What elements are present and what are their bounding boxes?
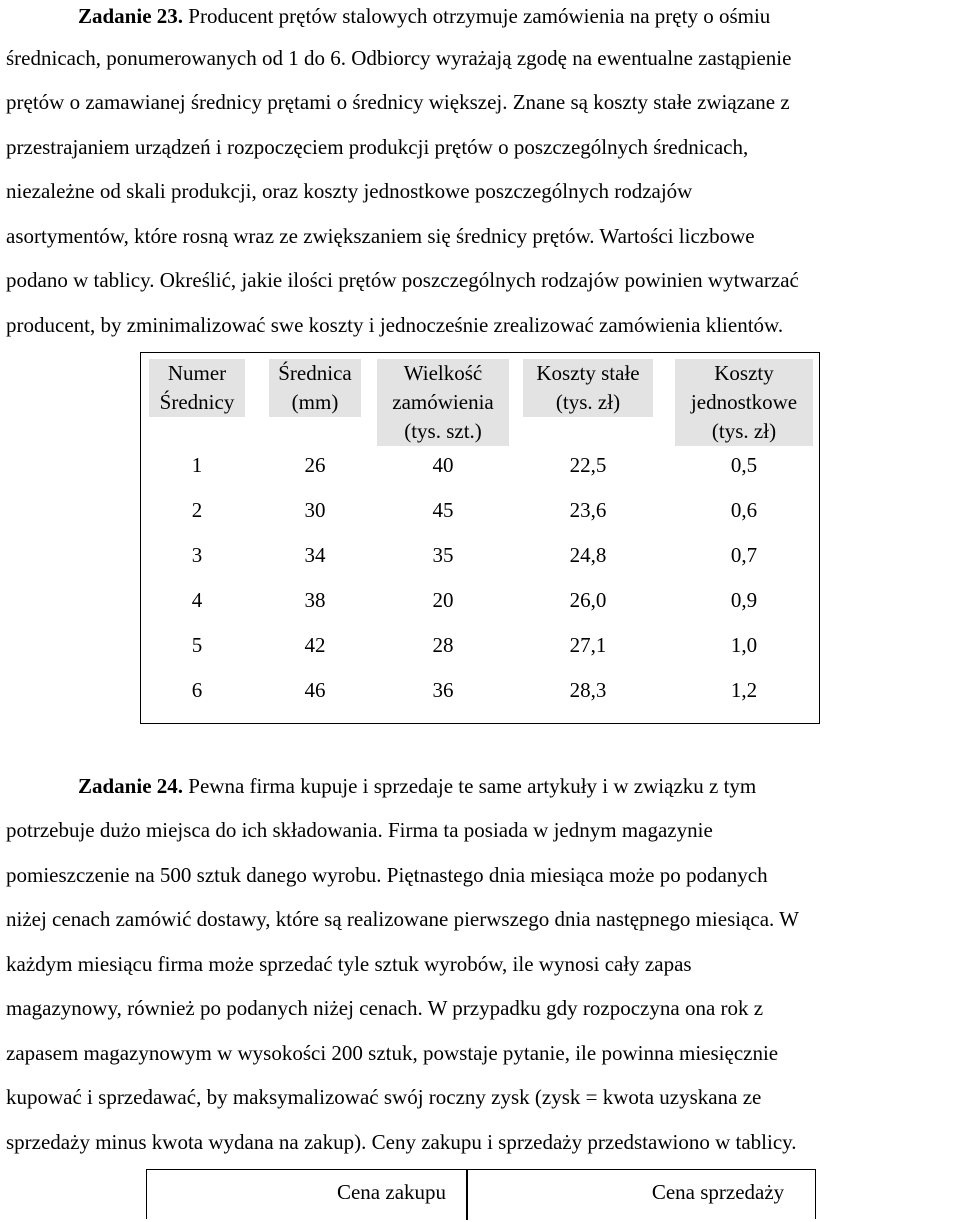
table-cell: 38 bbox=[304, 588, 326, 612]
table-cell: 0,9 bbox=[730, 588, 758, 612]
header-line: Średnicy bbox=[159, 390, 235, 414]
task24-line: każdym miesiącu firma może sprzedać tyle sztuk wyrobów, ile wynosi cały zapas bbox=[6, 952, 692, 976]
table-cell: 27,1 bbox=[569, 633, 607, 657]
table-cell: 22,5 bbox=[569, 453, 607, 477]
table-cell: 2 bbox=[191, 498, 203, 522]
table-cell: 1,0 bbox=[730, 633, 758, 657]
task24-line-text: Pewna firma kupuje i sprzedaje te same artykuły i w związku z tym bbox=[183, 774, 757, 798]
table-cell: 30 bbox=[304, 498, 326, 522]
table-cell: 1,2 bbox=[730, 678, 758, 702]
table-cell: 0,7 bbox=[730, 543, 758, 567]
table-cell: 34 bbox=[304, 543, 326, 567]
task23-line: asortymentów, które rosną wraz ze zwiększaniem się średnicy prętów. Wartości liczbowe bbox=[6, 224, 755, 248]
task24-label: Zadanie 24. bbox=[78, 774, 184, 798]
price-table bbox=[146, 1169, 816, 1219]
header-line: Koszty stałe bbox=[536, 361, 640, 385]
task23-line: prętów o zamawianej średnicy prętami o średnicy większej. Znane są koszty stałe związane z bbox=[6, 90, 790, 114]
header-line: zamówienia bbox=[392, 390, 494, 414]
task24-line: magazynowy, również po podanych niżej cenach. W przypadku gdy rozpoczyna ona rok z bbox=[6, 996, 764, 1020]
table-cell: 5 bbox=[191, 633, 203, 657]
table-cell: 40 bbox=[432, 453, 454, 477]
table-cell: 26,0 bbox=[569, 588, 607, 612]
task23-line-text: Producent prętów stalowych otrzymuje zamówienia na pręty o ośmiu bbox=[183, 4, 771, 28]
header-diameter-mm bbox=[269, 359, 361, 417]
table-cell: 0,5 bbox=[730, 453, 758, 477]
header-line: Średnica bbox=[278, 361, 352, 385]
table-cell: 24,8 bbox=[569, 543, 607, 567]
task24-line: potrzebuje dużo miejsca do ich składowania. Firma ta posiada w jednym magazynie bbox=[6, 818, 713, 842]
table-cell: 35 bbox=[432, 543, 454, 567]
header-line: (mm) bbox=[291, 390, 339, 414]
table-cell: 26 bbox=[304, 453, 326, 477]
task23-label: Zadanie 23. bbox=[78, 4, 184, 28]
header-sale-price: Cena sprzedaży bbox=[651, 1180, 785, 1204]
header-line: Wielkość bbox=[403, 361, 483, 385]
header-purchase-price: Cena zakupu bbox=[317, 1177, 466, 1207]
table-cell: 36 bbox=[432, 678, 454, 702]
table-cell: 1 bbox=[191, 453, 203, 477]
table-cell: 6 bbox=[191, 678, 203, 702]
header-line: jednostkowe bbox=[690, 390, 798, 414]
header-unit-costs bbox=[675, 359, 813, 446]
table-cell: 42 bbox=[304, 633, 326, 657]
task24-line bbox=[78, 764, 958, 809]
task23-line: producent, by zminimalizować swe koszty i jednocześnie zrealizować zamówienia klientów. bbox=[6, 313, 784, 337]
column-divider bbox=[466, 1170, 468, 1220]
table-cell: 0,6 bbox=[730, 498, 758, 522]
table-cell: 3 bbox=[191, 543, 203, 567]
table-cell: 46 bbox=[304, 678, 326, 702]
diameter-table bbox=[140, 352, 820, 724]
task24-line: niżej cenach zamówić dostawy, które są realizowane pierwszego dnia następnego miesiąca. W bbox=[6, 907, 799, 931]
task24-line: kupować i sprzedawać, by maksymalizować swój roczny zysk (zysk = kwota uzyskana ze bbox=[6, 1085, 762, 1109]
header-line: (tys. zł) bbox=[711, 419, 777, 443]
task23-line bbox=[78, 0, 958, 39]
task24-line: sprzedaży minus kwota wydana na zakup). Ceny zakupu i sprzedaży przedstawiono w tablicy. bbox=[6, 1130, 797, 1154]
table-cell: 45 bbox=[432, 498, 454, 522]
header-order-size bbox=[377, 359, 509, 446]
header-line: Koszty bbox=[714, 361, 774, 385]
table-cell: 20 bbox=[432, 588, 454, 612]
table-cell: 23,6 bbox=[569, 498, 607, 522]
header-diameter-number bbox=[149, 359, 245, 417]
task23-line: przestrajaniem urządzeń i rozpoczęciem produkcji prętów o poszczególnych średnicach, bbox=[6, 135, 749, 159]
task23-line: średnicach, ponumerowanych od 1 do 6. Odbiorcy wyrażają zgodę na ewentualne zastąpienie bbox=[6, 46, 792, 70]
task23-line: podano w tablicy. Określić, jakie ilości prętów poszczególnych rodzajów powinien wytwarzać bbox=[6, 268, 799, 292]
task24-line: zapasem magazynowym w wysokości 200 sztuk, powstaje pytanie, ile powinna miesięcznie bbox=[6, 1041, 779, 1065]
header-line: Numer bbox=[167, 361, 227, 385]
header-fixed-costs bbox=[523, 359, 653, 417]
table-cell: 28,3 bbox=[569, 678, 607, 702]
header-line: (tys. zł) bbox=[555, 390, 621, 414]
table-cell: 4 bbox=[191, 588, 203, 612]
task23-line: niezależne od skali produkcji, oraz koszty jednostkowe poszczególnych rodzajów bbox=[6, 179, 693, 203]
header-line: (tys. szt.) bbox=[404, 419, 482, 443]
task24-line: pomieszczenie na 500 sztuk danego wyrobu. Piętnastego dnia miesiąca może po podanych bbox=[6, 863, 768, 887]
table-cell: 28 bbox=[432, 633, 454, 657]
